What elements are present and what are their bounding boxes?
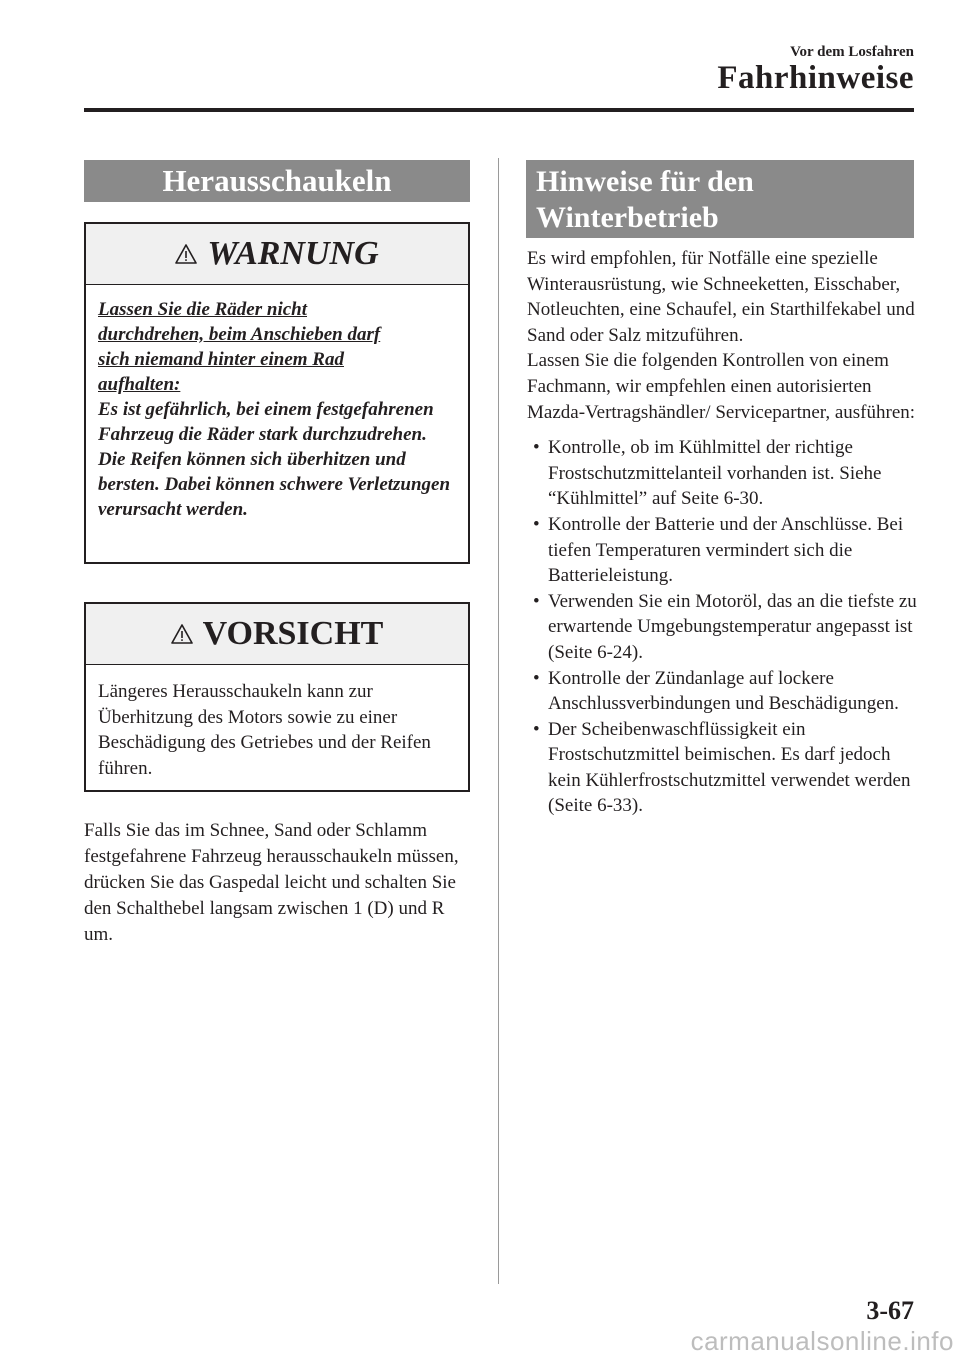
heading-winterbetrieb [526, 160, 914, 238]
rocking-paragraph: Falls Sie das im Schnee, Sand oder Schlamm festgefahrene Fahrzeug herausschaukeln müssen, drücken Sie das Gaspedal leicht und schalten Sie den Schalthebel langsam zwischen 1 (D) und R um. [84, 820, 459, 945]
caution-text: Längeres Herausschaukeln kann zur Überhitzung des Motors sowie zu einer Beschädigung des Getriebes und der Reifen führen. [98, 681, 431, 779]
warning-label: WARNUNG [207, 235, 379, 272]
header-section: Vor dem Losfahren [790, 44, 914, 60]
warning-underlined-line: sich niemand hinter einem Rad [98, 349, 344, 370]
warning-underlined-line: Lassen Sie die Räder nicht [98, 299, 308, 320]
heading-line-2: Winterbetrieb [536, 201, 719, 234]
caution-box [84, 602, 470, 792]
header-title: Fahrhinweise [717, 60, 914, 96]
warning-header [86, 224, 468, 285]
caution-header [86, 604, 468, 665]
list-item: • Kontrolle der Zündanlage auf lockere Anschlussverbindungen und Beschädigungen. [527, 666, 917, 717]
heading-line-1: Hinweise für den [536, 165, 754, 198]
warning-triangle-icon [171, 623, 193, 645]
winter-checklist [527, 435, 917, 819]
watermark: carmanualsonline.info [690, 1326, 954, 1356]
warning-underlined-line: aufhalten: [98, 374, 181, 395]
page-number: 3-67 [866, 1296, 914, 1325]
heading-herausschaukeln: Herausschaukeln [84, 160, 470, 202]
caution-label: VORSICHT [202, 615, 384, 652]
warning-box [84, 222, 470, 564]
warning-text: Es ist gefährlich, bei einem festgefahrenen Fahrzeug die Räder stark durchzudrehen. Die Reifen können sich überhitzen und bersten. Dabei können schwere Verletzungen verursacht werden. [98, 399, 451, 520]
winter-intro-2: Lassen Sie die folgenden Kontrollen von einem Fachmann, wir empfehlen einen autorisierten Mazda-Vertragshändler/ Servicepartner, ausführen: [527, 350, 916, 423]
list-item: • Verwenden Sie ein Motoröl, das an die tiefste zu erwartende Umgebungstemperatur angepasst ist (Seite 6-24). [527, 589, 917, 666]
warning-triangle-icon [175, 243, 197, 265]
header-rule [84, 108, 914, 112]
winter-intro-1: Es wird empfohlen, für Notfälle eine spezielle Winterausrüstung, wie Schneeketten, Eisschaber, Notleuchten, eine Schaufel, ein Starthilfekabel und Sand oder Salz mitzuführen. [527, 248, 915, 346]
winter-content [527, 246, 917, 819]
list-item: • Kontrolle der Batterie und der Anschlüsse. Bei tiefen Temperaturen vermindert sich die Batterieleistung. [527, 512, 917, 589]
warning-underlined-line: durchdrehen, beim Anschieben darf [98, 324, 381, 345]
list-item: • Kontrolle, ob im Kühlmittel der richtige Frostschutzmittelanteil vorhanden ist. Siehe “Kühlmittel” auf Seite 6-30. [527, 435, 917, 512]
column-divider [498, 158, 499, 1284]
warning-body [86, 285, 468, 522]
list-item: • Der Scheibenwaschflüssigkeit ein Frostschutzmittel beimischen. Es darf jedoch kein Kühlerfrostschutzmittel verwendet werden (Seite 6-33). [527, 717, 917, 819]
